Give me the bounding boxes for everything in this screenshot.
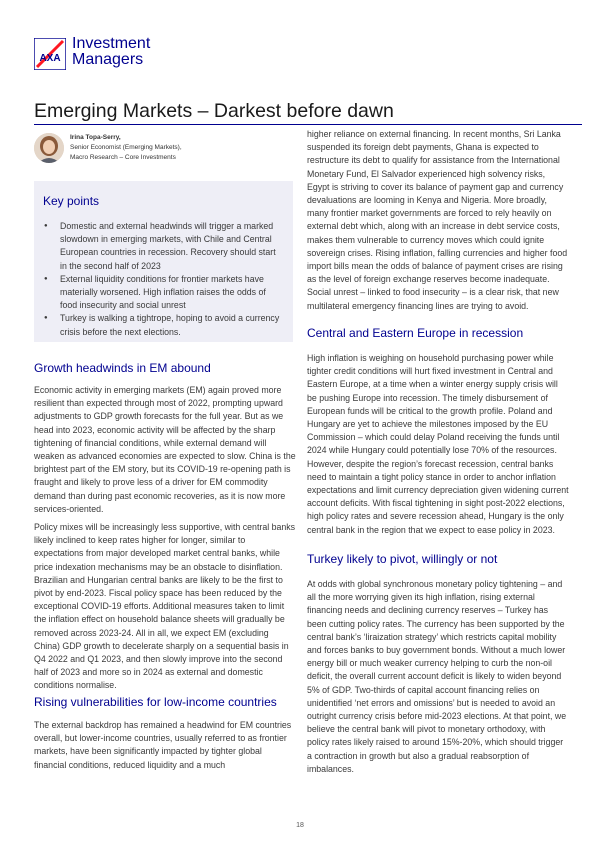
axa-logo-icon bbox=[34, 38, 66, 70]
logo-mark-text: AXA bbox=[39, 53, 61, 64]
author-portrait-icon bbox=[34, 133, 64, 163]
key-point-item: ● Domestic and external headwinds will trigger a marked slowdown in emerging markets, with Chile and Central European countries in recession. Recovery should start in the second half of 2023 bbox=[42, 220, 282, 273]
company-logo bbox=[34, 34, 164, 74]
key-points-list bbox=[42, 220, 282, 339]
key-point-item: ● External liquidity conditions for frontier markets have materially worsened. High inflation raises the odds of food insecurity and social unrest bbox=[42, 273, 282, 313]
page-title: Emerging Markets – Darkest before dawn bbox=[34, 100, 394, 122]
paragraph-vulnerabilities: The external backdrop has remained a headwind for EM countries overall, but lower-income countries, usually referred to as frontier markets, have been significantly impacted by tighter global financial conditions, reduced liquidity and a much bbox=[34, 720, 292, 770]
heading-cee: Central and Eastern Europe in recession bbox=[307, 326, 524, 340]
paragraph-frontier: higher reliance on external financing. In recent months, Sri Lanka suspended its foreign debt payments, Ghana is expected to restructure its debt to qualify for assistance from the International Monetary Fund, El Salvador experienced high solvency risks, Egypt is striving to cover its balance of payment gap and currency devaluations are looming in Kenya and Nigeria. More broadly, many frontier market governments are forced to rely heavily on external debt which, along with an increase in debt service costs, makes them vulnerable to currency moves which could ignite sovereign crises. Rising inflation, falling currencies and higher food import bills mean the odds of balance of payment crises are rising as the level of foreign exchange reserves become inadequate. Social unrest – linked to food insecurity – is a clear risk, that new multilateral emergency financing lines are trying to avoid. bbox=[307, 129, 568, 311]
brand-line-1: Investment bbox=[72, 35, 151, 52]
key-points-box bbox=[34, 181, 293, 342]
author-dept: Macro Research – Core Investments bbox=[70, 154, 176, 161]
page-number: 18 bbox=[296, 822, 304, 829]
title-divider bbox=[34, 124, 582, 125]
paragraph-turkey: At odds with global synchronous monetary policy tightening – and all the more worrying given its high inflation, rising external financing needs and declining currency reserves – Turkey has been cutting policy rates. The currency has been supported by the central bank’s ‘liraization strategy’ which restricts capital mobility and forces banks to buy government bonds. Without a much lower energy bill or much weaker currency helping to curb the non-oil deficit, the overall current account deficit is likely to widen beyond 5% of GDP. Two-thirds of capital account financing relies on unidentified ‘net errors and omissions’ but is needed to avoid an outright currency crisis before mid-2023 elections. At that point, we believe the central bank will pivot to monetary orthodoxy, with policy rates likely raised to around 15%-20%, which should trigger a contraction in growth but also a gradual reabsorption of imbalances. bbox=[307, 579, 567, 774]
heading-vulnerabilities: Rising vulnerabilities for low-income countries bbox=[34, 695, 277, 709]
author-info bbox=[70, 133, 182, 163]
brand-line-2: Managers bbox=[72, 51, 144, 68]
key-points-heading: Key points bbox=[43, 194, 100, 208]
paragraph-cee: High inflation is weighing on household purchasing power while tighter credit conditions will hurt fixed investment in Central and Eastern Europe, at a time when a winter energy supply crisis will be pushing Europe into recession. The timely disbursement of European funds will be critical to the growth profile. Poland and Hungary are yet to achieve the milestones imposed by the EU Commission – which could delay Poland receiving the funds until 2024 while Hungary could potentially lose 70% of the resources. However, despite the region’s forecast recession, central banks need to maintain a tight policy stance in order to anchor inflation expectations and limit currency depreciation given widening current account deficits. With fiscal tightening in sight post-2022 elections, high policy rates and severe recession ahead, Hungary is the only central bank in the region that we expect to ease policy in 2023. bbox=[307, 353, 569, 535]
author-avatar bbox=[34, 133, 64, 163]
author-role: Senior Economist (Emerging Markets), bbox=[70, 144, 182, 151]
author-name: Irina Topa-Serry, bbox=[70, 134, 121, 141]
heading-turkey: Turkey likely to pivot, willingly or not bbox=[307, 552, 498, 566]
paragraph-growth-2: Policy mixes will be increasingly less supportive, with central banks likely inclined to keep rates higher for longer, similar to expectations from major developed market central banks, while price indexation mechanisms may be an obstacle to disinflation. Brazilian and Hungarian central banks are likely to be the first to pivot by end-2023. Fiscal policy space has been reduced by the exceptional COVID-19 efforts. Additional measures taken to limit the inflation effect on household balance sheets will gradually be removed across 2023-24. All in all, we expect EM (excluding China) GDP growth to decelerate sharply on a sequential basis in Q4 2022 and Q1 2023, and then slowly improve into the second half of 2023 and more so in 2024 as external and domestic conditions normalise. bbox=[34, 522, 296, 691]
paragraph-growth-1: Economic activity in emerging markets (EM) again proved more resilient than expected through most of 2022, prompting upward adjustments to GDP growth forecasts for the full year. But as we head into 2023, economic activity will be affected by the sharp tightening of financial conditions, while external demand will weaken as advanced economies are expected to slow. China is the brightest part of the EM story, but its COVID-19 re-opening path is fraught and likely to prove less of a driver for EM commodity demand than during past economic recoveries, as it is now more services-oriented. bbox=[34, 385, 296, 514]
heading-growth: Growth headwinds in EM abound bbox=[34, 361, 211, 375]
key-point-item: ● Turkey is walking a tightrope, hoping to avoid a currency crisis before the next elections. bbox=[42, 312, 282, 338]
author-block bbox=[34, 133, 294, 173]
brand-name bbox=[72, 36, 150, 68]
